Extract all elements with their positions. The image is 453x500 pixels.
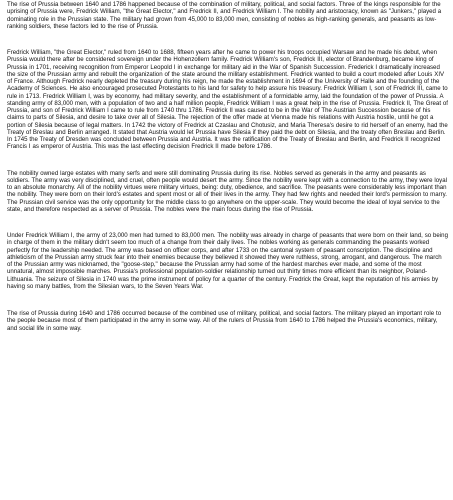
paragraph-kings: Fredrick William, "the Great Elector," ruled from 1640 to 1688, fifteen years after he came to power his troops occupied Warsaw and he made his debut, when Prussia would there after be considered sovereign under the Hohenzollern family. Fredrick William's son, Fredrick III, elector of Brandenburg, became king of Prussia in 1701, receiving recognition from Emperor Leopold I in exchange for military aid in the War of Spanish Succession. Frederick I dramatically increased the size of the Prussian army and rebuilt the organization of the state around the military establishment. Fredrick wanted to build a court modeled after Louis XIV of France. Although Fredrick nearly depleted the treasury during his reign, he made the establishment in 1694 of the University of Halle and the founding of the Academy of Sciences. He also encouraged prosecuted Protestants to his land for safety to help assure his treasury. Fredrick William I, son of Fredrick III, came to rule in 1713. Fredrick William I, was by economy, had military severity, and the establishment of a formidable army, laid the foundation of the power of Prussia. A standing army of 83,000 men, with a population of two and a half million people, Fredrick William I was a great help in the rise of Prussia. Fredrick II, The Great of Prussia, and son of Fredrick William I came to rule from 1740 thru 1786. Fredrick II was caused to be in the War of The Austrian Succession because of his claims to parts of Silesia, and desire to take over all of Silesia. The rejection of the offer made at Vienna made his relations with Austria hostile, until he got a portion of Silesia because of legal matters. In 1742 the victory of Fredrick at Czaslau and Chotusiz, and Maria Theresa's desire to rid herself of an enemy, had the Treaty of Breslau and Berlin arranged. It stated that Austria would let Prussia have Silesia if they paid the debt on Silesia, and the treaty often Breslau and Berlin. In 1745 the Treaty of Dresden was concluded between Prussia and Austria. It was the ratification of the Treaty of Breslau and Berlin, and Fredrick II recognized Francis I as emperor of Austria. This was the last effecting decision Fredrick II made before 1786.: [7, 49, 448, 151]
paragraph-intro: The rise of Prussia between 1640 and 1786 happened because of the combination of military, political, and social factors. Three of the kings responsible for the uprising of Prussia were, Fredrick William, "the Great Elector," and Fredrick II, and Fredrick William I. The nobility and aristocracy, known as "Junkers," played a dominating role in the Prussian state. The military had grown from 45,000 to 83,000 men, consisting of nobles as high-ranking generals, and peasants as low-ranking soldiers, these factors led to the rise of Prussia.: [7, 1, 442, 30]
paragraph-conclusion: The rise of Prussia during 1640 and 1786 occurred because of the combined use of military, political, and social factors. The military played an important role to the people because most of them participated in the army in some way. All of the rulers of Prussia from 1640 to 1786 helped the Prussia's economics, military, and social life in some way.: [7, 310, 442, 332]
paragraph-nobility: The nobility owned large estates with many serfs and were still dominating Prussia during its rise. Nobles served as generals in the army and peasants as soldiers. The army was very disciplined, and cruel, often people would desert the army. Since the nobility were kept with a connection to the army, they were loyal to an absolute monarchy. All of the nobility virtues were military virtues, being: duty, obedience, and sacrifice. The peasants were considerably less important than the nobility. They were born on their lord's estates and spent most or all of their lives in the army. They had few rights and needed their lord's permission to marry. The Prussian civil service was the only opportunity for the middle class to go anywhere on the upper-scale. They would become the ideal of loyal service to the state, and therefore respected as a server of Prussia. The nobles were the main focus during the rise of Prussia.: [7, 169, 447, 213]
paragraph-army: Under Fredrick William I, the army of 23,000 men had turned to 83,000 men. The nobility was already in charge of peasants that were born on their land, so being in charge of them in the military didn't seem too much of a change from their daily lives. The nobles working as generals commanding the peasants worked perfectly for the leadership needed. The army was based on officer corps, and after 1733 on the cantonal system of peasant conscription. The discipline and athleticism of the Prussian army struck fear into their enemies because they believed it showed they were ruthless, strong, arrogant, and dangerous. The march of the Prussian army was nicknamed, the "goose-step," because the Prussian army had some of the hardest marches ever made, and some of the most unnatural, almost impossible marches. Prussia's professional population-soldier relationship turned out thirty times more efficient than its neighbor, Poland-Lithuania. The seizure of Silesia in 1740 was the prime instrument of policy for a quarter of the century. Fredrick the Great, kept the reputation of his armies by having so many battles, from the Silesian wars, to the Seven Years War.: [7, 232, 448, 290]
